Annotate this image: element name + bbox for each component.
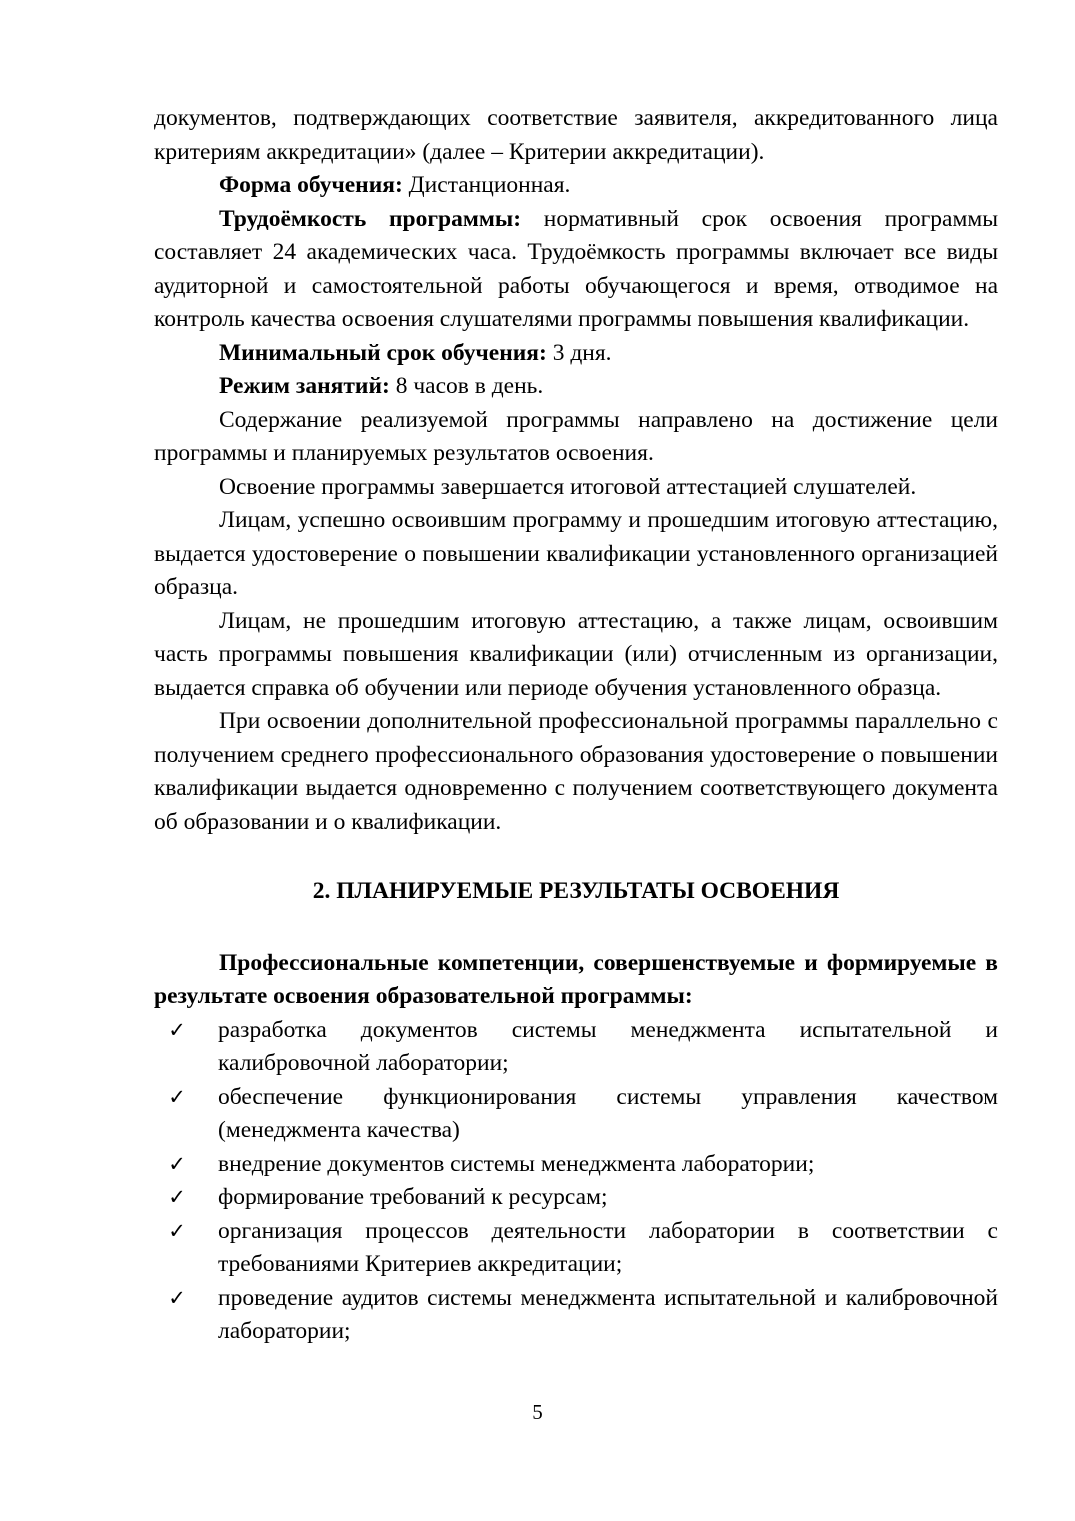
spacer	[154, 839, 998, 875]
paragraph-schedule	[154, 370, 998, 404]
list-item-text: внедрение документов системы менеджмента лаборатории;	[218, 1150, 815, 1177]
value-form: Дистанционная.	[402, 172, 571, 198]
paragraph-certificate: Лицам, успешно освоившим программу и прошедшим итоговую аттестацию, выдается удостоверение о повышении квалификации установленного организацией образца.	[154, 507, 998, 600]
list-item	[154, 1148, 998, 1182]
list-item-text: формирование требований к ресурсам;	[218, 1184, 608, 1210]
checkmark-icon: ✓	[168, 1084, 186, 1109]
list-item	[154, 1215, 998, 1282]
checkmark-icon: ✓	[168, 1151, 186, 1176]
label-schedule: Режим занятий:	[219, 373, 390, 399]
list-item	[154, 1014, 998, 1081]
paragraph-labor	[154, 203, 998, 337]
value-schedule: 8 часов в день.	[389, 373, 544, 399]
spacer	[154, 909, 998, 947]
paragraph-parallel: При освоении дополнительной профессиональной программы параллельно с получением среднего профессионального образования удостоверение о повышении квалификации выдается одновременно с получением соответствующего документа об образовании и о квалификации.	[154, 708, 998, 835]
checkmark-icon: ✓	[168, 1285, 186, 1310]
list-item	[154, 1081, 998, 1148]
section-heading: 2. ПЛАНИРУЕМЫЕ РЕЗУЛЬТАТЫ ОСВОЕНИЯ	[312, 878, 840, 904]
checkmark-icon: ✓	[168, 1185, 186, 1209]
list-item-text: организация процессов деятельности лаборатории в соответствии с требованиями Критериев аккредитации;	[218, 1217, 998, 1277]
paragraph-completion: Освоение программы завершается итоговой аттестацией слушателей.	[219, 473, 917, 500]
paragraph-reference: Лицам, не прошедшим итоговую аттестацию, а также лицам, освоившим часть программы повышения квалификации (или) отчисленным из организации, выдается справка об обучении или периоде обучения установленного образца.	[154, 607, 998, 701]
label-form: Форма обучения:	[219, 172, 403, 198]
list-item-text: проведение аудитов системы менеджмента испытательной и калибровочной лаборатории;	[218, 1284, 998, 1344]
paragraph-min-term	[154, 337, 998, 371]
competencies-list	[154, 1014, 998, 1349]
label-labor: Трудоёмкость программы:	[219, 205, 522, 232]
list-item-text: обеспечение функционирования системы управления качеством (менеджмента качества)	[218, 1083, 998, 1143]
value-labor: нормативный срок освоения программы составляет 24 академических часа. Трудоёмкость программы включает все виды аудиторной и самостоятельной работы обучающегося и время, отводимое на контроль качества освоения слушателями программы повышения квалификации.	[154, 205, 998, 332]
list-item	[154, 1282, 998, 1349]
checkmark-icon: ✓	[168, 1017, 186, 1042]
value-min-term: 3 дня.	[546, 339, 612, 366]
competencies-intro: Профессиональные компетенции, совершенствуемые и формируемые в результате освоения образовательной программы:	[154, 949, 998, 1009]
paragraph-form	[154, 169, 998, 203]
page-number: 5	[532, 1400, 543, 1424]
list-item-text: разработка документов системы менеджмента испытательной и калибровочной лаборатории;	[218, 1016, 998, 1076]
page-body	[154, 102, 998, 1349]
list-item	[154, 1181, 998, 1215]
paragraph-content: Содержание реализуемой программы направлено на достижение цели программы и планируемых результатов освоения.	[154, 406, 998, 466]
label-min-term: Минимальный срок обучения:	[219, 339, 547, 366]
paragraph-criteria: документов, подтверждающих соответствие заявителя, аккредитованного лица критериям аккредитации» (далее – Критерии аккредитации).	[154, 105, 998, 165]
checkmark-icon: ✓	[168, 1218, 186, 1243]
